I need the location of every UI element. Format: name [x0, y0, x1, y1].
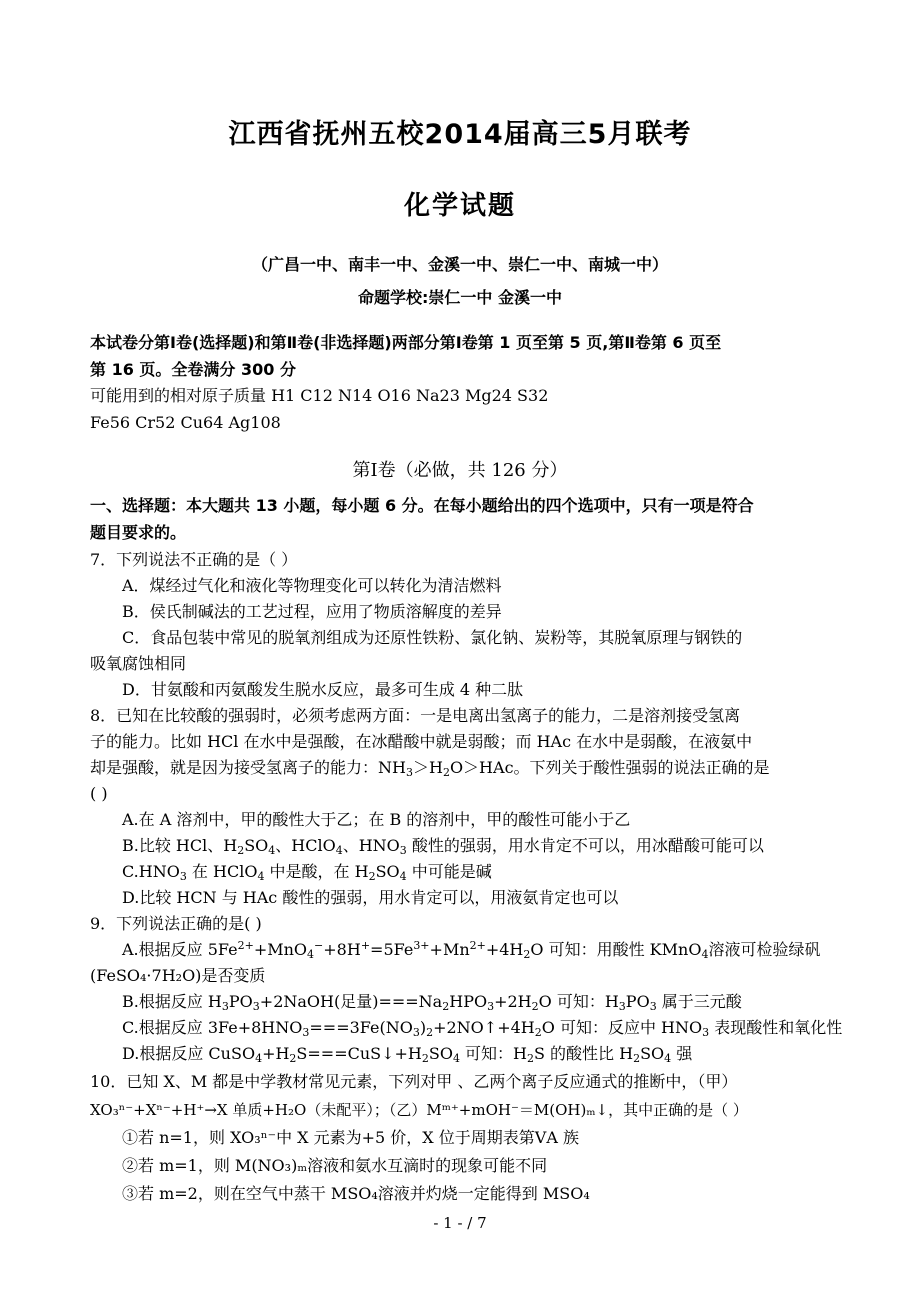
q7-option-c: C．食品包装中常见的脱氧剂组成为还原性铁粉、氯化钠、炭粉等，其脱氧原理与钢铁的: [122, 628, 743, 647]
q9-option-d: D.根据反应 $CuSO_4+H_2S===CuS↓+H_2SO_4$ 可知：$H_2S$ 的酸性比 $H_2SO_4$ 强: [122, 1044, 693, 1065]
q10-statement-2: ②若 m=1，则 M(NO₃)ₘ溶液和氨水互滴时的现象可能不同: [122, 1156, 548, 1175]
intro-line-2: 第 16 页。全卷满分 300 分: [90, 360, 296, 379]
q9-option-b: B.根据反应 $H_3PO_3+2NaOH$(足量)$===Na_2HPO_3+2H_2O$ 可知：$H_3PO_3$ 属于三元酸: [122, 992, 742, 1013]
q8-stem-line-2: 子的能力。比如 HCl 在水中是强酸，在冰醋酸中就是弱酸；而 HAc 在水中是弱酸，在液氨中: [90, 732, 753, 751]
page-number: - 1 - / 7: [433, 1214, 487, 1232]
q8-stem-line-3: 却是强酸，就是因为接受氢离子的能力：$NH_3>H_2O>HAc$。下列关于酸性强弱的说法正确的是: [90, 758, 770, 779]
q8-option-a: A.在 A 溶剂中，甲的酸性大于乙；在 B 的溶剂中，甲的酸性可能小于乙: [122, 810, 631, 829]
q7-option-c-cont: 吸氧腐蚀相同: [90, 654, 187, 673]
q7-option-d: D．甘氨酸和丙氨酸发生脱水反应，最多可生成 4 种二肽: [122, 680, 524, 699]
proposing-schools: 命题学校:崇仁一中 金溪一中: [358, 288, 562, 307]
q10-statement-3: ③若 m=2，则在空气中蒸干 MSO₄溶液并灼烧一定能得到 MSO₄: [122, 1184, 590, 1203]
q7-stem: 7．下列说法不正确的是（ ）: [90, 550, 298, 569]
exam-subtitle: 化学试题: [403, 191, 516, 221]
q8-stem-line-1: 8．已知在比较酸的强弱时，必须考虑两方面：一是电离出氢离子的能力，二是溶剂接受氢离: [90, 706, 741, 725]
q8-option-d: D.比较 HCN 与 HAc 酸性的强弱，用水肯定可以，用液氨肯定也可以: [122, 888, 619, 907]
exam-title: 江西省抚州五校2014届高三5月联考: [228, 119, 692, 150]
q10-stem-line-2: XO₃ⁿ⁻+Xⁿ⁻+H⁺→X 单质+H₂O（未配平）；（乙）Mᵐ⁺+mOH⁻＝M(OH)ₘ↓，其中正确的是（ ）: [90, 1101, 748, 1119]
atomic-mass-line-2: Fe56 Cr52 Cu64 Ag108: [90, 413, 281, 432]
q9-option-a: A.根据反应 $5Fe^{2+}+MnO_4^-+8H^+=5Fe^{3+}+Mn^{2+}+4H_2O$ 可知：用酸性 KMnO$_4$溶液可检验绿矾: [122, 939, 821, 961]
q9-option-a-cont: (FeSO₄·7H₂O)是否变质: [90, 966, 266, 985]
part-one-title: 第Ⅰ卷（必做，共 126 分）: [352, 460, 568, 481]
q8-option-c: $C.HNO_3$ 在 HClO$_4$ 中是酸，在 $H_2SO_4$ 中可能是碱: [122, 862, 492, 883]
participating-schools: （广昌一中、南丰一中、金溪一中、崇仁一中、南城一中）: [251, 255, 668, 274]
q8-option-b: B.比较 HCl、$H_2SO_4$、HClO$_4$、$HNO_3$ 酸性的强弱，用水肯定不可以，用冰醋酸可能可以: [122, 836, 764, 857]
q7-option-a: A．煤经过气化和液化等物理变化可以转化为清洁燃料: [122, 576, 502, 595]
intro-line-1: 本试卷分第Ⅰ卷(选择题)和第Ⅱ卷(非选择题)两部分第Ⅰ卷第 1 页至第 5 页,第Ⅱ卷第 6 页至: [90, 333, 722, 352]
q10-stem-line-1: 10．已知 X、M 都是中学教材常见元素，下列对甲 、乙两个离子反应通式的推断中，（甲）: [90, 1072, 738, 1091]
q10-statement-1: ①若 n=1，则 XO₃ⁿ⁻中 X 元素为+5 价，X 位于周期表第ⅤA 族: [122, 1128, 579, 1147]
q8-answer-bracket: ( ): [90, 784, 108, 803]
section-heading-line-1: 一、选择题：本大题共 13 小题，每小题 6 分。在每小题给出的四个选项中，只有一项是符合: [90, 496, 754, 515]
q7-option-b: B．侯氏制碱法的工艺过程，应用了物质溶解度的差异: [122, 602, 502, 621]
section-heading-line-2: 题目要求的。: [90, 523, 187, 542]
atomic-mass-line-1: 可能用到的相对原子质量 H1 C12 N14 O16 Na23 Mg24 S32: [90, 386, 549, 405]
q9-stem: 9．下列说法正确的是( ): [90, 914, 262, 933]
q9-option-c: C.根据反应 $3Fe+8HNO_3===3Fe(NO_3)_2+2NO↑+4H_2O$ 可知：反应中 $HNO_3$ 表现酸性和氧化性: [122, 1018, 843, 1039]
